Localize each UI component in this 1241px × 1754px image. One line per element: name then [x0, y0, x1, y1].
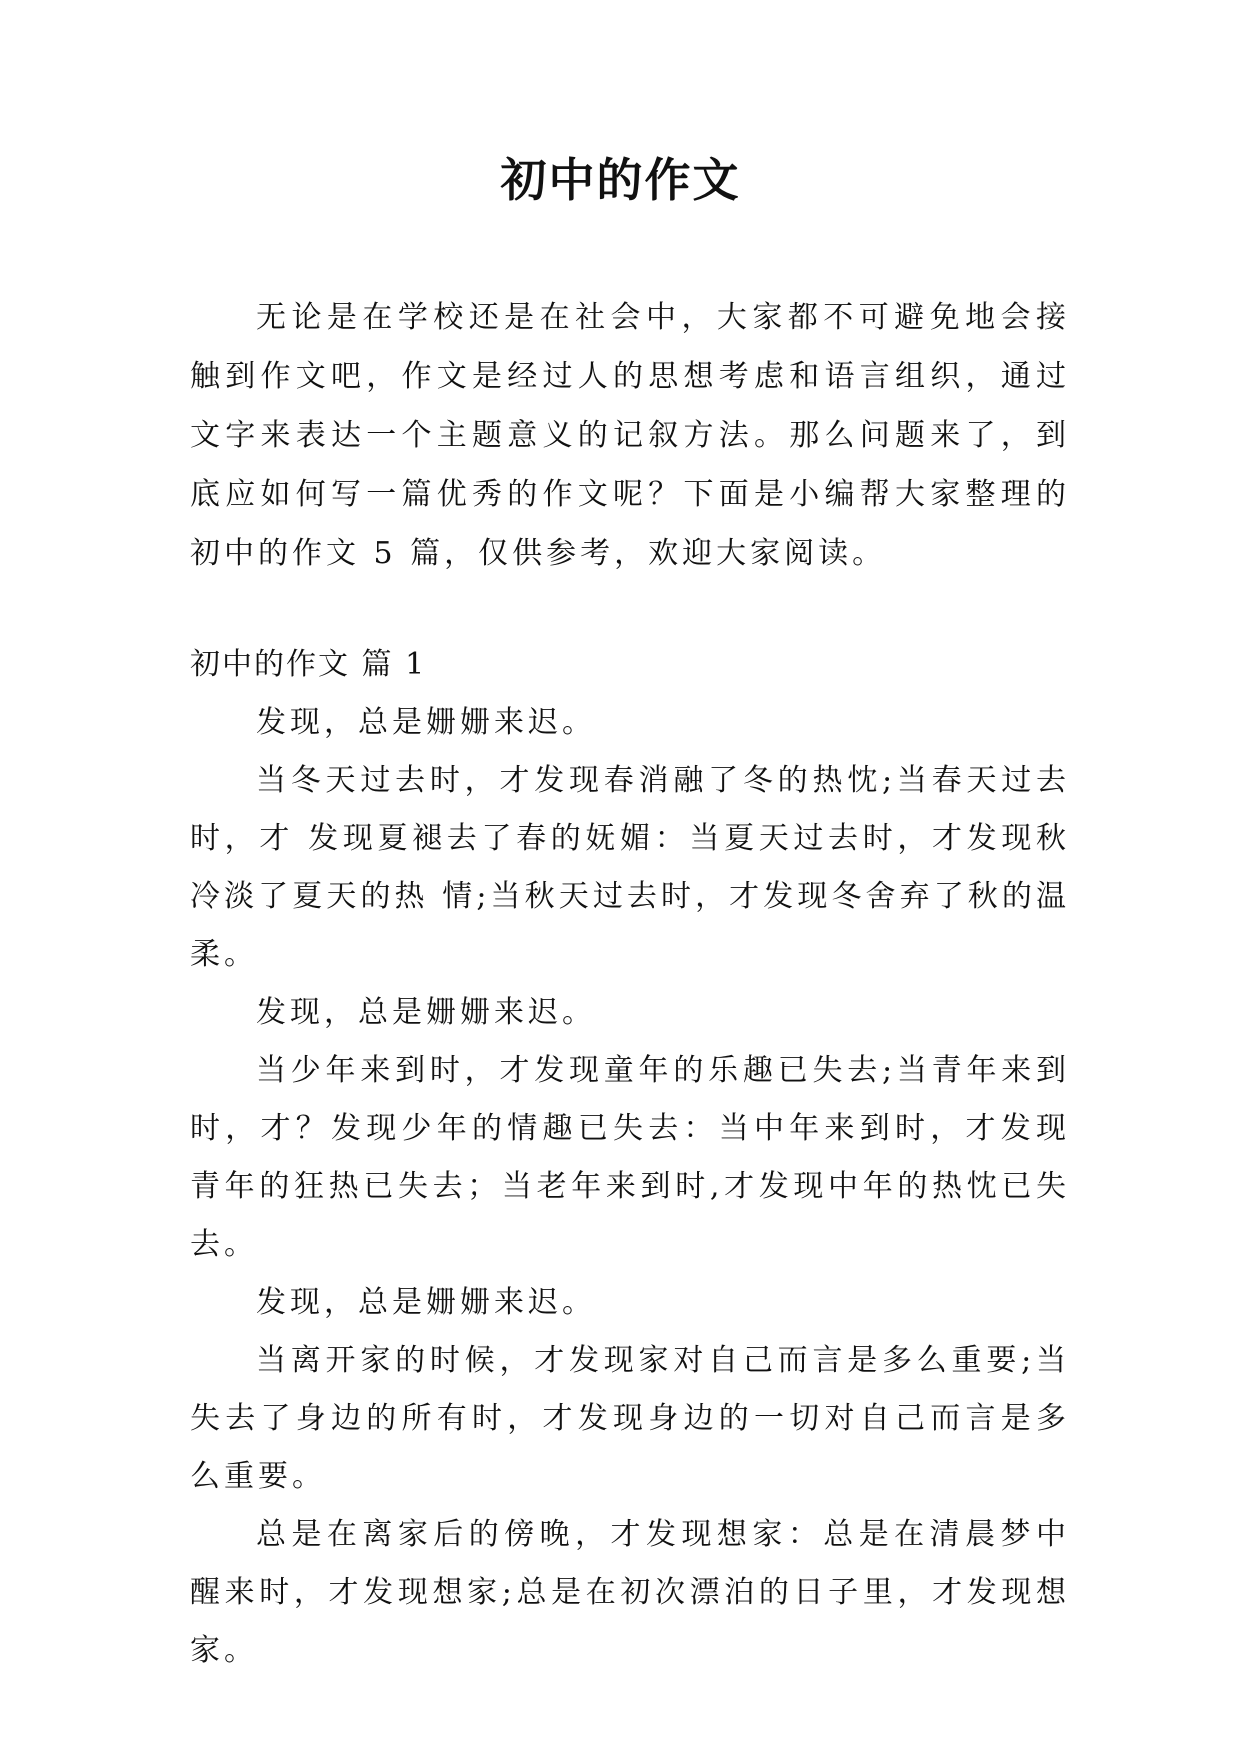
paragraph: 当冬天过去时，才发现春消融了冬的热忱;当春天过去时，才 发现夏褪去了春的妩媚：当夏天过去时，才发现秋冷淡了夏天的热 情;当秋天过去时，才发现冬舍弃了秋的温柔。 — [190, 763, 1070, 972]
paragraph: 发现，总是姗姗来迟。 — [256, 1285, 596, 1320]
essay-section — [190, 636, 1070, 1680]
intro-paragraph: 无论是在学校还是在社会中，大家都不可避免地会接触到作文吧，作文是经过人的思想考虑和语言组织，通过文字来表达一个主题意义的记叙方法。那么问题来了，到底应如何写一篇优秀的作文呢？下面是小编帮大家整理的初中的作文 5 篇，仅供参考，欢迎大家阅读。 — [190, 300, 1070, 571]
paragraph: 发现，总是姗姗来迟。 — [256, 995, 596, 1030]
paragraph: 当少年来到时，才发现童年的乐趣已失去;当青年来到时，才？发现少年的情趣已失去：当中年来到时，才发现青年的狂热已失去；当老年来到时,才发现中年的热忱已失去。 — [190, 1053, 1070, 1262]
intro-block — [190, 288, 1070, 583]
paragraph: 发现，总是姗姗来迟。 — [256, 705, 596, 740]
document-title: 初中的作文 — [500, 153, 741, 207]
paragraph: 总是在离家后的傍晚，才发现想家：总是在清晨梦中醒来时，才发现想家;总是在初次漂泊的日子里，才发现想家。 — [190, 1517, 1070, 1668]
section-heading: 初中的作文 篇 1 — [190, 647, 427, 682]
paragraph: 当离开家的时候，才发现家对自己而言是多么重要;当失去了身边的所有时，才发现身边的一切对自己而言是多么重要。 — [190, 1343, 1070, 1494]
